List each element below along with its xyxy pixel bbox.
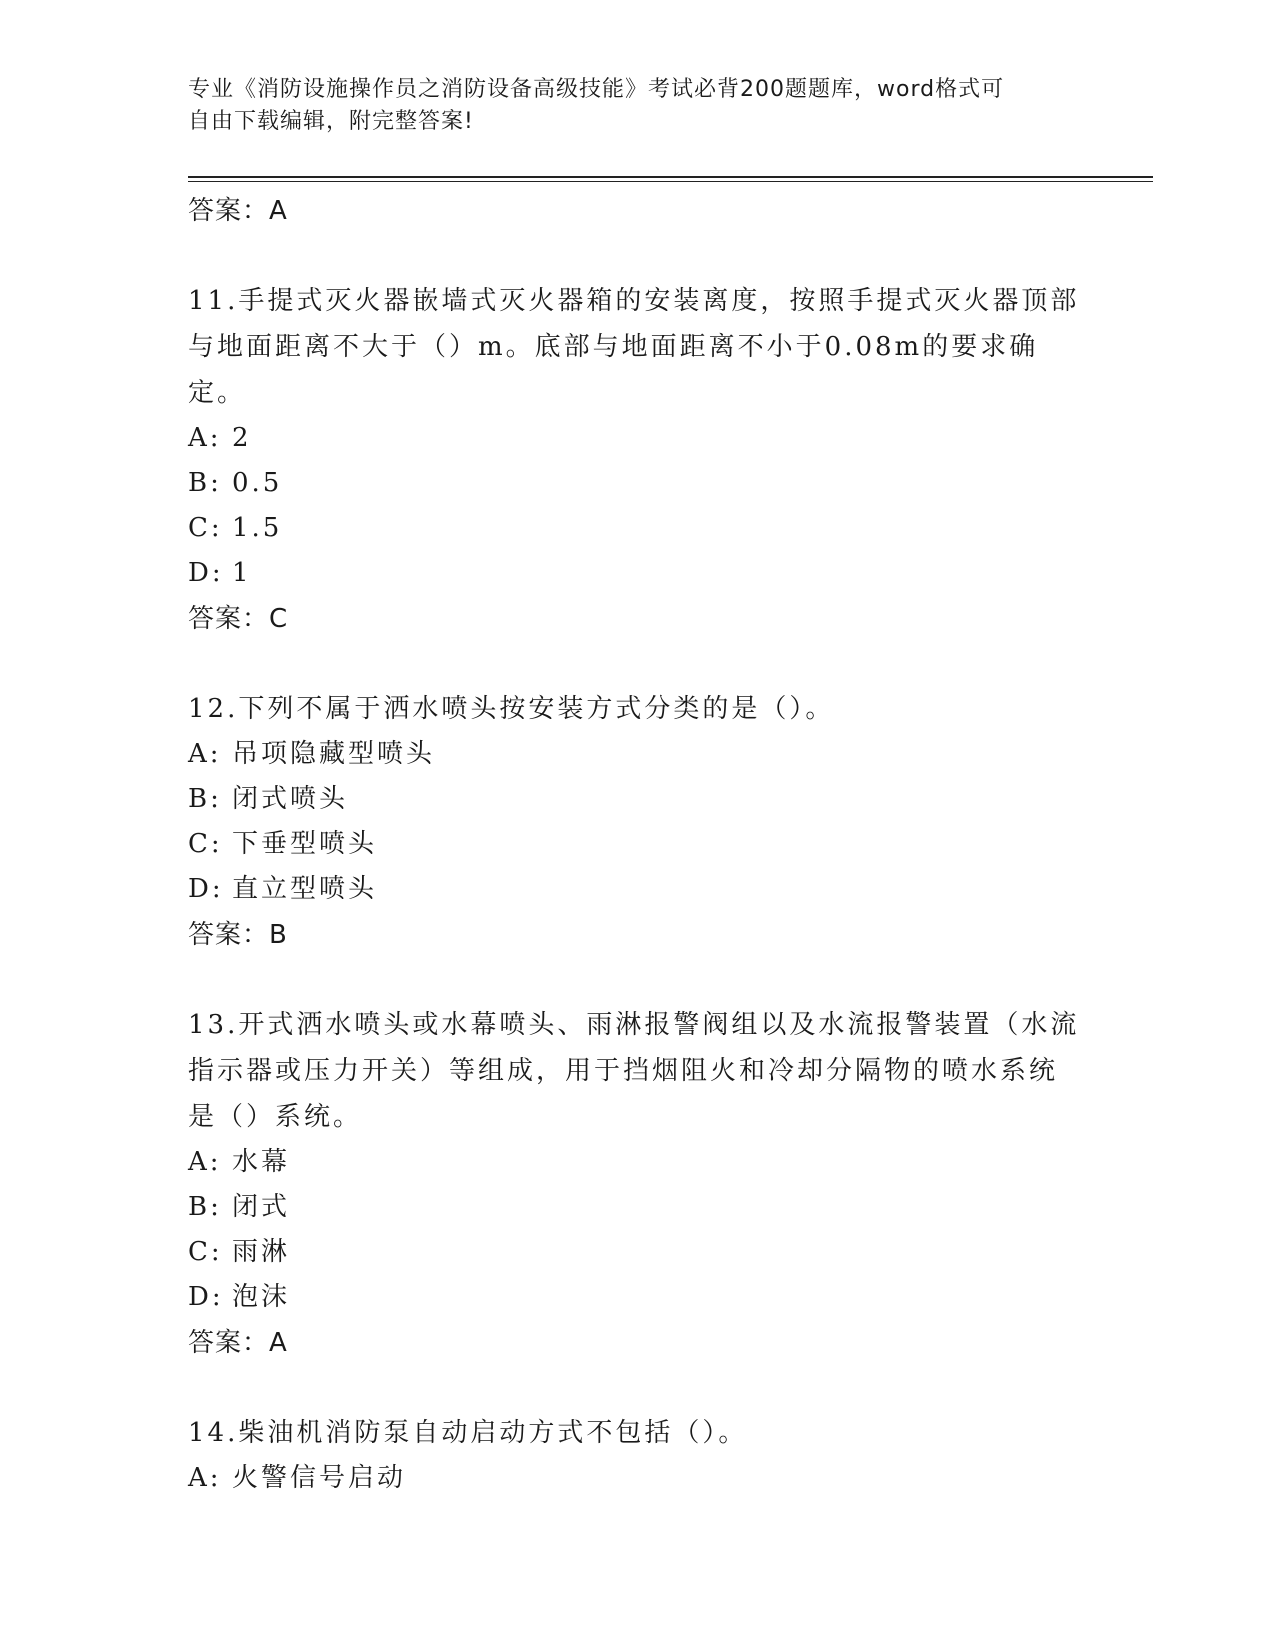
option-value: 泡沫	[232, 1282, 291, 1312]
question-text-line: 与地面距离不大于（）m。底部与地面距离不小于0.08m的要求确定。	[188, 332, 1039, 408]
option-key: A:	[188, 739, 222, 769]
option-value: 闭式喷头	[232, 784, 349, 814]
option-value: 1.5	[232, 513, 283, 543]
option-a	[188, 732, 1088, 777]
option-b	[188, 777, 1088, 822]
option-c	[188, 822, 1088, 867]
option-key: D:	[188, 558, 224, 588]
answer: 答案：B	[188, 920, 288, 950]
option-key: A:	[188, 1147, 222, 1177]
option-a	[188, 1140, 1088, 1185]
question-text	[188, 278, 1088, 416]
answer: 答案：A	[188, 1328, 288, 1358]
option-key: B:	[188, 784, 222, 814]
option-value: 下垂型喷头	[232, 829, 378, 859]
header-line-2: 自由下载编辑，附完整答案!	[188, 109, 474, 134]
option-d	[188, 867, 1088, 912]
option-d	[188, 1275, 1088, 1320]
question-text	[188, 1410, 1088, 1456]
question-14	[188, 1410, 1088, 1501]
option-value: 直立型喷头	[232, 874, 378, 904]
option-value: 吊项隐藏型喷头	[232, 739, 436, 769]
document-header	[188, 74, 1068, 138]
question-13	[188, 1002, 1088, 1366]
question-text	[188, 686, 1088, 732]
option-a	[188, 416, 1088, 461]
option-c	[188, 506, 1088, 551]
question-11	[188, 278, 1088, 642]
option-b	[188, 1185, 1088, 1230]
option-c	[188, 1230, 1088, 1275]
question-text-line: 13.开式洒水喷头或水幕喷头、雨淋报警阀组以及水流报警装置（水流	[188, 1010, 1080, 1040]
option-b	[188, 461, 1088, 506]
option-value: 闭式	[232, 1192, 291, 1222]
answer: 答案：C	[188, 604, 289, 634]
question-list	[188, 188, 1088, 1501]
option-key: C:	[188, 829, 223, 859]
header-line-1: 专业《消防设施操作员之消防设备高级技能》考试必背200题题库，word格式可	[188, 77, 1005, 102]
option-key: A:	[188, 1463, 222, 1493]
question-text-line: 是（）系统。	[188, 1102, 363, 1132]
option-value: 火警信号启动	[232, 1463, 407, 1493]
previous-answer: 答案：A	[188, 196, 288, 226]
option-key: D:	[188, 1282, 224, 1312]
question-text-line: 指示器或压力开关）等组成，用于挡烟阻火和冷却分隔物的喷水系统	[188, 1056, 1059, 1086]
option-value: 水幕	[232, 1147, 291, 1177]
option-value: 0.5	[232, 468, 283, 498]
option-d	[188, 551, 1088, 596]
option-key: C:	[188, 1237, 223, 1267]
option-key: A:	[188, 423, 222, 453]
question-text-line: 12.下列不属于洒水喷头按安装方式分类的是（）。	[188, 694, 835, 724]
question-text	[188, 1002, 1088, 1140]
question-12	[188, 686, 1088, 958]
option-value: 1	[232, 558, 252, 588]
header-divider-thick	[188, 176, 1153, 178]
header-divider-thin	[188, 181, 1153, 182]
option-value: 2	[232, 423, 252, 453]
option-value: 雨淋	[232, 1237, 291, 1267]
option-key: B:	[188, 468, 222, 498]
option-key: D:	[188, 874, 224, 904]
option-key: C:	[188, 513, 223, 543]
option-key: B:	[188, 1192, 222, 1222]
option-a	[188, 1456, 1088, 1501]
question-text-line: 11.手提式灭火器嵌墙式灭火器箱的安装离度，按照手提式灭火器顶部	[188, 286, 1080, 316]
question-text-line: 14.柴油机消防泵自动启动方式不包括（）。	[188, 1418, 748, 1448]
